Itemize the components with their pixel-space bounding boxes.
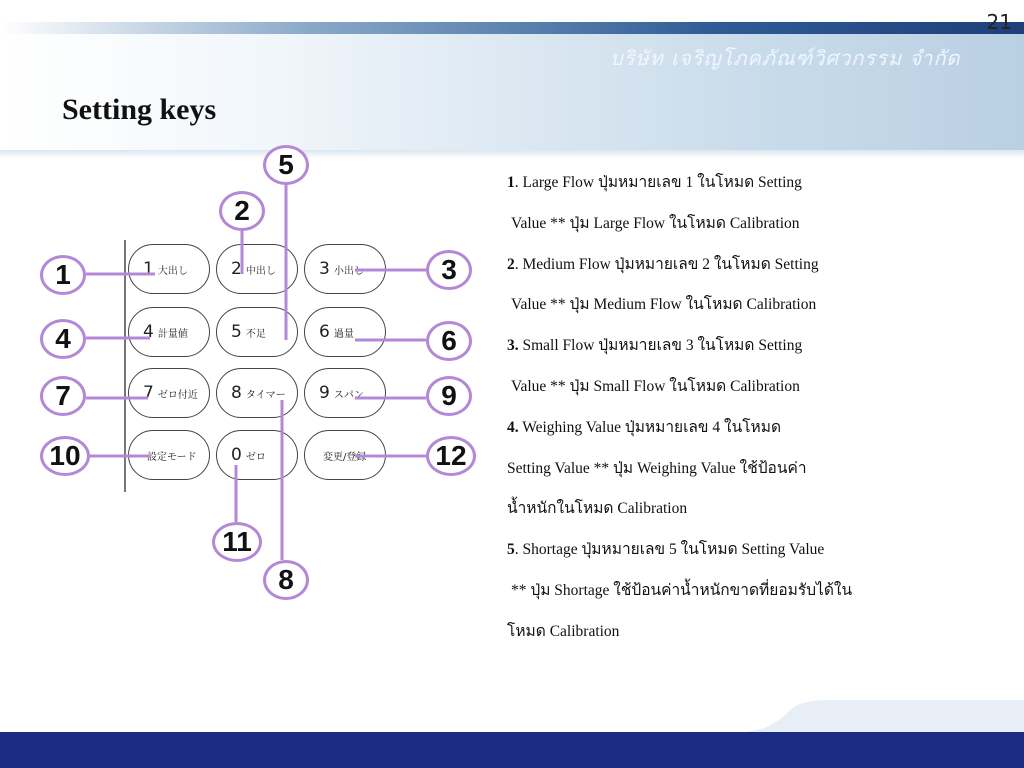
key-label: 不足 — [245, 328, 266, 340]
callout-11: 11 — [212, 522, 262, 562]
footer-band — [0, 732, 1024, 768]
callout-10: 10 — [40, 436, 90, 476]
desc-text: Setting Value ** ปุ่ม Weighing Value ใช้ป้อนค่า — [507, 459, 807, 477]
callout-1: 1 — [40, 255, 86, 295]
desc-line — [507, 498, 927, 539]
key-number: 1 — [143, 259, 154, 279]
key-label: ゼロ — [245, 451, 266, 463]
callout-9: 9 — [426, 376, 472, 416]
desc-text: . Large Flow ปุ่มหมายเลข 1 ในโหมด Setting — [514, 174, 802, 191]
desc-line — [507, 376, 927, 417]
callout-7: 7 — [40, 376, 86, 416]
callout-5: 5 — [263, 145, 309, 185]
desc-line — [507, 417, 927, 458]
desc-line — [507, 458, 927, 499]
key-descriptions — [507, 172, 927, 662]
key-number: 3 — [319, 259, 330, 279]
desc-text: Weighing Value ปุ่มหมายเลข 4 ในโหมด — [518, 418, 782, 436]
desc-number: 1 — [507, 174, 515, 191]
key-label: 計量値 — [157, 328, 188, 340]
desc-text: Value ** ปุ่ม Small Flow ในโหมด Calibration — [511, 377, 800, 395]
key-label: 過量 — [333, 328, 354, 340]
key-label: 設定モード — [147, 451, 197, 463]
desc-line — [507, 254, 927, 295]
key-label: ゼロ付近 — [157, 389, 198, 401]
desc-text: . Medium Flow ปุ่มหมายเลข 2 ในโหมด Setting — [514, 255, 819, 273]
desc-line — [507, 621, 927, 662]
key-number: 6 — [319, 322, 330, 342]
key-number: 2 — [231, 259, 242, 279]
callout-2: 2 — [219, 191, 265, 231]
footer-swoosh — [0, 696, 1024, 732]
callout-8: 8 — [263, 560, 309, 600]
desc-number: 4. — [507, 418, 519, 436]
callout-3: 3 — [426, 250, 472, 290]
callout-12: 12 — [426, 436, 476, 476]
desc-line — [507, 335, 927, 376]
key-number: 9 — [319, 383, 330, 403]
desc-text: . Shortage ปุ่มหมายเลข 5 ในโหมด Setting Value — [514, 541, 825, 559]
desc-line — [507, 294, 927, 335]
callout-6: 6 — [426, 321, 472, 361]
key-number: 5 — [231, 322, 242, 342]
slide-title: Setting keys — [62, 93, 217, 126]
desc-number: 5 — [507, 541, 515, 559]
desc-line — [507, 580, 927, 621]
desc-text: Small Flow ปุ่มหมายเลข 3 ในโหมด Setting — [518, 337, 803, 355]
key-number: 0 — [231, 445, 242, 465]
key-label: スパン — [333, 389, 364, 401]
desc-text: Value ** ปุ่ม Medium Flow ในโหมด Calibration — [511, 296, 817, 314]
key-number: 4 — [143, 322, 154, 342]
company-name: บริษัท เจริญโภคภัณฑ์วิศวกรรม จำกัด — [610, 46, 961, 70]
desc-text: ** ปุ่ม Shortage ใช้ป้อนค่าน้ำหนักขาดที่ยอมรับได้ใน — [511, 581, 853, 599]
desc-number: 2 — [507, 255, 515, 273]
key-number: 8 — [231, 383, 242, 403]
key-label: 変更/登録 — [323, 451, 367, 463]
key-number: 7 — [143, 383, 154, 403]
desc-line — [507, 213, 927, 254]
key-label: 小出し — [333, 265, 364, 277]
slide-number: 21 — [986, 10, 1012, 34]
desc-number: 3. — [507, 337, 519, 355]
key-label: 中出し — [245, 265, 276, 277]
key-label: タイマー — [245, 389, 286, 401]
desc-line — [507, 539, 927, 580]
desc-text: น้ำหนักในโหมด Calibration — [507, 500, 688, 518]
desc-text: Value ** ปุ่ม Large Flow ในโหมด Calibration — [511, 214, 800, 232]
callout-4: 4 — [40, 319, 86, 359]
desc-line — [507, 172, 927, 213]
desc-text: โหมด Calibration — [507, 622, 620, 640]
key-label: 大出し — [157, 265, 188, 277]
